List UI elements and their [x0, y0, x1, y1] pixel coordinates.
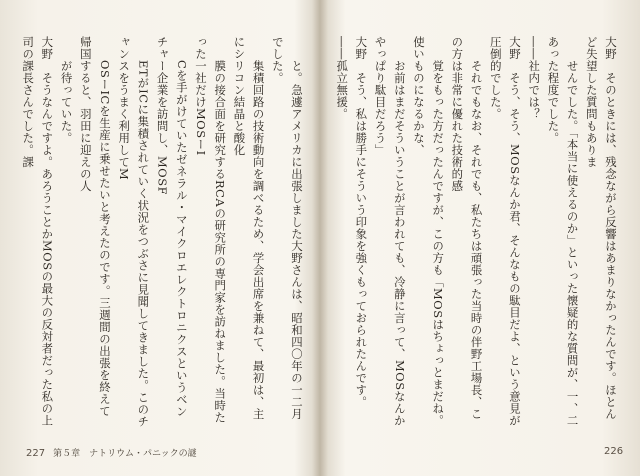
left-page-footer	[26, 446, 197, 459]
left-page-body: と。急遽アメリカに出張しました大野さんは、昭和四〇年の一二月でした。 集積回路の技術動向を調べるため、学会出席を兼ねて、最初は、主にシリコン結晶と酸化 膜の接合面を研究するRCAの研究所の専門家を訪ねました。当時たった一社だけMOSーI Cを手がけていたゼネラル・マイクロエレクトロニクスというベンチャー企業を訪問し、MOSF ETがICに集積されていく状況をつぶさに見聞してきました。このチャンスをうまく利用してM OSーICを生産に乗せたいと考えたのです。三週間の出張を終えて帰国すると、羽田に迎えの人 が待っていた。 大野 そうなんですよ。あろうことかMOSの最大の反対者だった私の上司の課長さんでした。課	[21, 36, 304, 428]
left-page	[20, 36, 306, 428]
book-gutter	[312, 0, 328, 476]
left-page-number: 227	[26, 448, 46, 459]
right-page-body: 大野 そのときには、残念ながら反響はあまりなかったんです。ほとんど失望した質問もありま せんでした。「本当に使えるのか」といった懐疑的な質問が、一、二あった程度でした。 ――社内では？ 大野 そう、そう、MOSなんか君、そんなもの駄目だよ、という意見が圧倒的でした。 それでもなお、それでも、私たちは頑張った当時の伴野工場長、この方は非常に優れた技術的感 覚をもった方だったんですが、この方も「MOSはちょっとまだね。使いものになるかな、 お前はまだそういうことが言われても、冷静に言って、MOSなんかやっぱり駄目だろう」 大野 そう、私は勝手にそういう印象を強くもっておられたんです。 ――孤立無援。	[335, 36, 618, 427]
right-page	[334, 36, 620, 428]
chapter-title: 第５章 ナトリウム・パニックの謎	[53, 449, 197, 459]
right-page-footer	[604, 446, 631, 457]
right-page-number: 226	[604, 446, 624, 457]
